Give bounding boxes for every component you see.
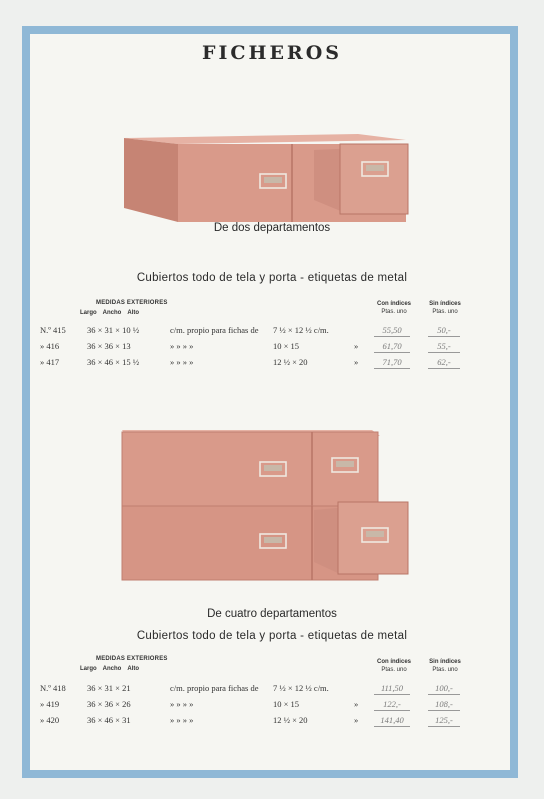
four-drawer-file-illustration — [118, 424, 413, 586]
col-con-indices-header: Con índices Ptas. uno — [376, 659, 411, 673]
section-1-spec-table: MEDIDAS EXTERIORES Largo Ancho Alto Con índices Ptas. uno Sin índices Ptas. uno N.º 415 36 × 31 × 10 ½ c/m. propio para fichas de 7 ½ × 12 ½ c/m. 55,50 50,- » 416 36 × 36 × 13 » » » » 10 × 15 » 61,70 55,- » 417 36 × 46 × 15 ½ » » » » 12 ½ × 20 » 71,70 62,- — [40, 296, 460, 376]
dims-header: Largo Ancho Alto — [80, 666, 140, 672]
col-con-indices-header: Con índices Ptas. uno — [376, 301, 411, 315]
section-1-subcaption: Cubiertos todo de tela y porta - etiquetas de metal — [136, 272, 408, 284]
two-drawer-file-illustration — [118, 130, 413, 230]
section-2-spec-table: MEDIDAS EXTERIORES Largo Ancho Alto Con índices Ptas. uno Sin índices Ptas. uno N.º 418 36 × 31 × 21 c/m. propio para fichas de 7 ½ × 12 ½ c/m. 111,50 100,- » 419 36 × 36 × 26 » » » » 10 × 15 » 122,- 108,- » 420 36 × 46 × 31 » » » » 12 ½ × 20 » 141,40 125,- — [40, 654, 460, 734]
col-sin-indices-header: Sin índices Ptas. uno — [429, 659, 461, 673]
medidas-header: MEDIDAS EXTERIORES — [96, 300, 168, 306]
col-sin-indices-header: Sin índices Ptas. uno — [429, 301, 461, 315]
section-2-subcaption: Cubiertos todo de tela y porta - etiquetas de metal — [136, 630, 408, 642]
section-1-caption: De dos departamentos — [213, 222, 331, 234]
dims-header: Largo Ancho Alto — [80, 310, 140, 316]
medidas-header: MEDIDAS EXTERIORES — [96, 656, 168, 662]
page-title: FICHEROS — [202, 42, 342, 64]
section-2-caption: De cuatro departamentos — [207, 608, 337, 620]
